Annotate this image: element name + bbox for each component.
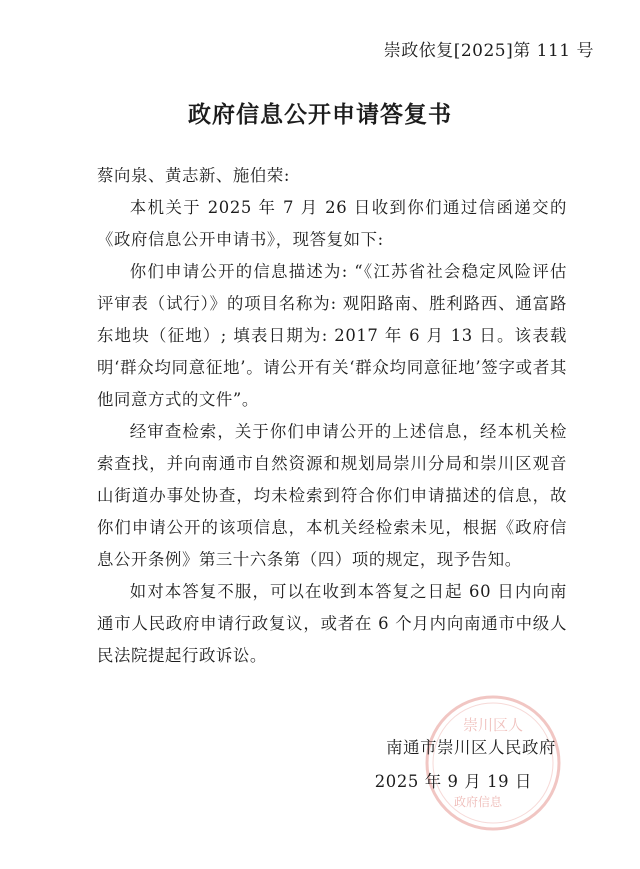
document-title: 政府信息公开申请答复书 [188, 101, 452, 128]
document-number: 崇政依复[2025]第 111 号 [383, 41, 594, 61]
svg-text:崇川区人: 崇川区人 [462, 716, 524, 734]
paragraph: 如对本答复不服，可以在收到本答复之日起 60 日内向南通市人民政府申请行政复议，或者在 6 个月内向南通市中级人民法院提起行政诉讼。 [97, 582, 567, 665]
document-body [97, 160, 567, 672]
official-seal-icon [418, 688, 568, 838]
signature-date-text: 2025 年 9 月 19 日 [374, 772, 532, 791]
signature-org-text: 南通市崇川区人民政府 [386, 738, 556, 757]
paragraph: 本机关于 2025 年 7 月 26 日收到你们通过信函递交的《政府信息公开申请书》，现答复如下: [97, 198, 567, 249]
paragraph: 经审查检索，关于你们申请公开的上述信息，经本机关检索查找，并向南通市自然资源和规划局崇川分局和崇川区观音山街道办事处协查，均未检索到符合你们申请描述的信息，故你们申请公开的该项信息，本机关经检索未见，根据《政府信息公开条例》第三十六条第（四）项的规定，现予告知。 [97, 422, 567, 569]
svg-text:政府信息: 政府信息 [453, 795, 503, 809]
salutation: 蔡向泉、黄志新、施伯荣: [97, 166, 291, 185]
paragraph: 你们申请公开的信息描述为: “《江苏省社会稳定风险评估评审表（试行）》的项目名称为: 观阳路南、胜利路西、通富路东地块（征地）; 填表日期为: 2017 年 6 月 13 日。该表载明‘群众均同意征地’。请公开有关‘群众均同意征地’签字或者其他同意方式的文件”。 [97, 262, 567, 409]
